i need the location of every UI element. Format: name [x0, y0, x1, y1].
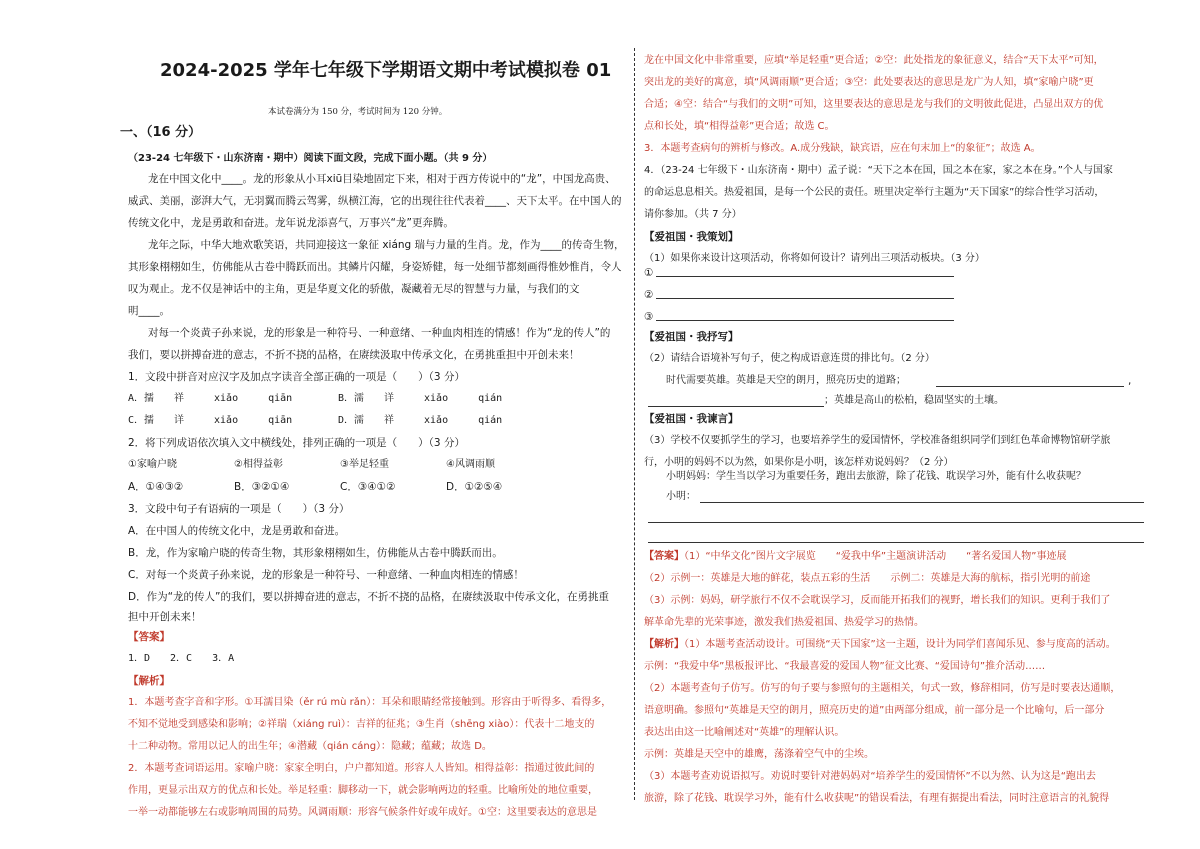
passage-line: 威武、美丽，澎湃大气，无羽翼而腾云驾雾，纵横江海，它的出现往往代表着____、天下太平。在中国人的 — [128, 195, 622, 207]
analysis-line: 2．本题考查词语运用。家喻户晓：家家全明白，户户都知道。形容人人皆知。相得益彰：指通过彼此间的 — [128, 763, 595, 774]
analysis-line: （3）本题考查劝说语拟写。劝说时要针对港妈妈对“培养学生的爱国情怀”不以为然、认为这是“跑出去 — [644, 771, 1096, 782]
heading-write: 【爱祖国・我抒写】 — [644, 331, 739, 343]
q2-option-c: C．③④①② — [340, 481, 396, 493]
analysis-line: 语意明确。参照句“英雄是天空的朗月，照亮历史的道”由两部分组成，前一部分是一个比喻句，后一部分 — [644, 705, 1105, 716]
question-4-line: 的命运息息相关。热爱祖国，是每一个公民的责任。班里决定举行主题为“天下国家”的综合性学习活动， — [644, 187, 1105, 198]
passage-line: 龙年之际，中华大地欢歌笑语，共同迎接这一象征 xiáng 瑞与力量的生肖。龙，作为____的传奇生物， — [148, 239, 625, 251]
question-4-3: （3）学校不仅要抓学生的学习，也要培养学生的爱国情怀，学校准备组织同学们到红色革命博物馆研学旅 — [644, 435, 1111, 446]
q3-option-c: C．对每一个炎黄子孙来说，龙的形象是一种符号、一种意绪、一种血肉相连的情感！ — [128, 569, 524, 581]
analysis-line: 十二种动物。常用以记人的出生年；④潜藏（qián cáng）：隐藏；蕴藏；故选 D。 — [128, 741, 492, 752]
analysis-cont-line: 龙在中国文化中非常重要，应填“举足轻重”更合适；②空：此处指龙的象征意义，结合“天下太平”可知， — [644, 55, 1104, 66]
analysis-line: 示例：英雄是天空中的雄鹰，荡涤着空气中的尘埃。 — [644, 749, 874, 760]
column-divider — [634, 48, 635, 800]
q3-option-a: A．在中国人的传统文化中，龙是勇敢和奋进。 — [128, 525, 346, 537]
exam-title: 2024-2025 学年七年级下学期语文期中考试模拟卷 01 — [160, 60, 612, 81]
passage-line: 明____。 — [128, 305, 170, 317]
heading-advise: 【爱祖国・我谏言】 — [644, 413, 739, 425]
answer-2: （2）示例一：英雄是大地的鲜花，装点五彩的生活 示例二：英雄是大海的航标，指引光明的前途 — [644, 573, 1091, 584]
analysis-cont-line: 点和长处，填“相得益彰”更合适；故选 C。 — [644, 121, 835, 132]
blank-marker: ② — [644, 289, 654, 301]
q4-2-prompt: 时代需要英雄。英雄是天空的朗月，照亮历史的道路； — [666, 375, 906, 386]
analysis-line: 作用，更显示出双方的优点和长处。举足轻重：脚移动一下，就会影响两边的轻重。比喻所处的地位重要， — [128, 785, 598, 796]
q2-item: ①家喻户晓 — [128, 459, 177, 470]
q1-option-c: C．擩 详 xiǎo qiān — [128, 415, 293, 426]
answer-blank-8[interactable] — [648, 542, 1144, 543]
passage-line: 其形象栩栩如生，仿佛能从古卷中腾跃而出。其鳞片闪耀，身姿矫健，每一处细节都刻画得惟妙惟肖，令人 — [128, 261, 622, 273]
q1-option-a: A．擩 祥 xiǎo qiān — [128, 393, 293, 404]
blank-marker: ③ — [644, 311, 654, 323]
ming-label: 小明： — [666, 491, 696, 502]
question-4-line: 请你参加。（共 7 分） — [644, 209, 742, 220]
mom-quote: 小明妈妈：学生当以学习为重要任务，跑出去旅游，除了花钱、耽误学习外，能有什么收获呢？ — [666, 471, 1086, 482]
analysis-tag: 【解析】 — [644, 639, 684, 650]
passage-line: 传统文化中，龙是勇敢和奋进。龙年说龙添喜气，万事兴“龙”更奔腾。 — [128, 217, 454, 229]
answer-blank-6[interactable] — [700, 502, 1144, 503]
answer-blank-4[interactable] — [936, 386, 1124, 387]
question-3: 3．文段中句子有语病的一项是（ ）（3 分） — [128, 503, 350, 515]
analysis-line: 旅游，除了花钱、耽误学习外，能有什么收获呢”的错误看法，有理有据提出看法，同时注意语言的礼貌得 — [644, 793, 1110, 804]
question-1: 1．文段中拼音对应汉字及加点字读音全部正确的一项是（ ）（3 分） — [128, 371, 465, 383]
q1-option-b: B．濡 详 xiǎo qián — [338, 393, 503, 404]
q2-item: ④风调雨顺 — [446, 459, 495, 470]
answer-blank-3[interactable] — [656, 320, 954, 321]
answer-1: （1）“中华文化”图片文字展览 “爱我中华”主题演讲活动 “著名爱国人物”事迹展 — [684, 551, 1067, 562]
blank-marker: ① — [644, 267, 654, 279]
passage-line: 龙在中国文化中____。龙的形象从小耳xiū目染地固定下来，相对于西方传说中的“龙”，中国龙高贵、 — [148, 173, 616, 185]
answer-blank-2[interactable] — [656, 298, 954, 299]
answer-line-1 — [644, 550, 1066, 564]
answer-blank-7[interactable] — [648, 522, 1144, 523]
heading-plan: 【爱祖国・我策划】 — [644, 231, 739, 243]
answer-tag: 【答案】 — [128, 631, 170, 643]
q2-option-a: A．①④③② — [128, 481, 184, 493]
q1-option-d: D．濡 祥 xiǎo qián — [338, 415, 503, 426]
analysis-line: 1．本题考查字音和字形。①耳濡目染（ěr rú mù rǎn）：耳朵和眼睛经常接触到。形容由于听得多、看得多， — [128, 697, 612, 708]
q4-2-tail: ；英雄是高山的松柏，稳固坚实的土壤。 — [824, 395, 1004, 406]
analysis-line: 示例：“我爱中华”黑板报评比、“我最喜爱的爱国人物”征文比赛、“爱国诗句”推介活动…… — [644, 661, 1046, 672]
analysis-cont-line: 合适；④空：结合“与我们的文明”可知，这里要表达的意思是龙与我们的文明彼此促进，凸显出双方的优 — [644, 99, 1104, 110]
q2-option-d: D．①②⑤④ — [446, 481, 503, 493]
analysis-cont-line: 3．本题考查病句的辨析与修改。A.成分残缺，缺宾语，应在句末加上“的象征”；故选 A。 — [644, 143, 1041, 154]
answer-text: 1．D 2．C 3．A — [128, 653, 235, 664]
passage-line: 我们，要以拼搏奋进的意志，不折不挠的品格，在赓续汲取中传承文化，在勇挑重担中开创未来！ — [128, 349, 580, 361]
comma: , — [1128, 375, 1132, 387]
analysis-1: （1）本题考查活动设计。可围绕“天下国家”这一主题，设计为同学们喜闻乐见、参与度高的活动。 — [684, 639, 1116, 650]
q3-option-b: B．龙，作为家喻户晓的传奇生物，其形象栩栩如生，仿佛能从古卷中腾跃而出。 — [128, 547, 503, 559]
question-2: 2．将下列成语依次填入文中横线处，排列正确的一项是（ ）（3 分） — [128, 437, 465, 449]
analysis-line: （2）本题考查句子仿写。仿写的句子要与参照句的主题相关，句式一致，修辞相同，仿写是时要表达通顺， — [644, 683, 1121, 694]
q2-option-b: B．③②①④ — [234, 481, 290, 493]
section-heading: 一、（16 分） — [120, 125, 202, 140]
analysis-line: 一举一动都能够左右或影响周围的局势。风调雨顺：形容气候条件好或年成好。①空：这里要表达的意思是 — [128, 807, 597, 818]
analysis-cont-line: 突出龙的美好的寓意，填“风调雨顺”更合适；③空：此处要表达的意思是龙广为人知，填“家喻户晓”更 — [644, 77, 1094, 88]
analysis-line: 不知不觉地受到感染和影响；②祥瑞（xiáng ruì）：吉祥的征兆；③生肖（shēng xiào）：代表十二地支的 — [128, 719, 595, 730]
analysis-line-1 — [644, 638, 1116, 652]
analysis-tag: 【解析】 — [128, 675, 170, 687]
analysis-line: 表达出由这一比喻阐述对“英雄”的理解认识。 — [644, 727, 845, 738]
passage-intro: （23-24 七年级下・山东济南・期中）阅读下面文段，完成下面小题。（共 9 分） — [128, 153, 493, 164]
answer-3-cont: 解革命先辈的光荣事迹，激发我们热爱祖国、热爱学习的热情。 — [644, 617, 924, 628]
answer-3: （3）示例：妈妈，研学旅行不仅不会耽误学习，反而能开拓我们的视野，增长我们的知识。更利于我们了 — [644, 595, 1111, 606]
passage-line: 对每一个炎黄子孙来说，龙的形象是一种符号、一种意绪、一种血肉相连的情感！作为“龙的传人”的 — [148, 327, 611, 339]
q2-item: ③举足轻重 — [340, 459, 389, 470]
q3-option-d-cont: 担中开创未来！ — [128, 611, 202, 623]
question-4-3-line: 行，小明的妈妈不以为然，如果你是小明，该怎样劝说妈妈？（2 分） — [644, 457, 954, 468]
answer-blank-1[interactable] — [656, 276, 954, 277]
q3-option-d: D．作为“龙的传人”的我们，要以拼搏奋进的意志，不折不挠的品格，在赓续汲取中传承文化，在勇挑重 — [128, 591, 609, 603]
q2-item: ②相得益彰 — [234, 459, 283, 470]
exam-subtitle: 本试卷满分为 150 分，考试时间为 120 分钟。 — [268, 107, 448, 117]
question-4-1: （1）如果你来设计这项活动，你将如何设计？请列出三项活动板块。（3 分） — [644, 253, 985, 264]
answer-tag: 【答案】 — [644, 551, 684, 562]
question-4-2: （2）请结合语境补写句子，使之构成语意连贯的排比句。（2 分） — [644, 353, 935, 364]
question-4: 4．（23-24 七年级下・山东济南・期中）孟子说：“天下之本在国，国之本在家，家之本在身。”个人与国家 — [644, 165, 1113, 176]
answer-blank-5[interactable] — [648, 406, 824, 407]
passage-line: 叹为观止。龙不仅是神话中的主角，更是华夏文化的骄傲，凝藏着无尽的智慧与力量，与我们的文 — [128, 283, 580, 295]
